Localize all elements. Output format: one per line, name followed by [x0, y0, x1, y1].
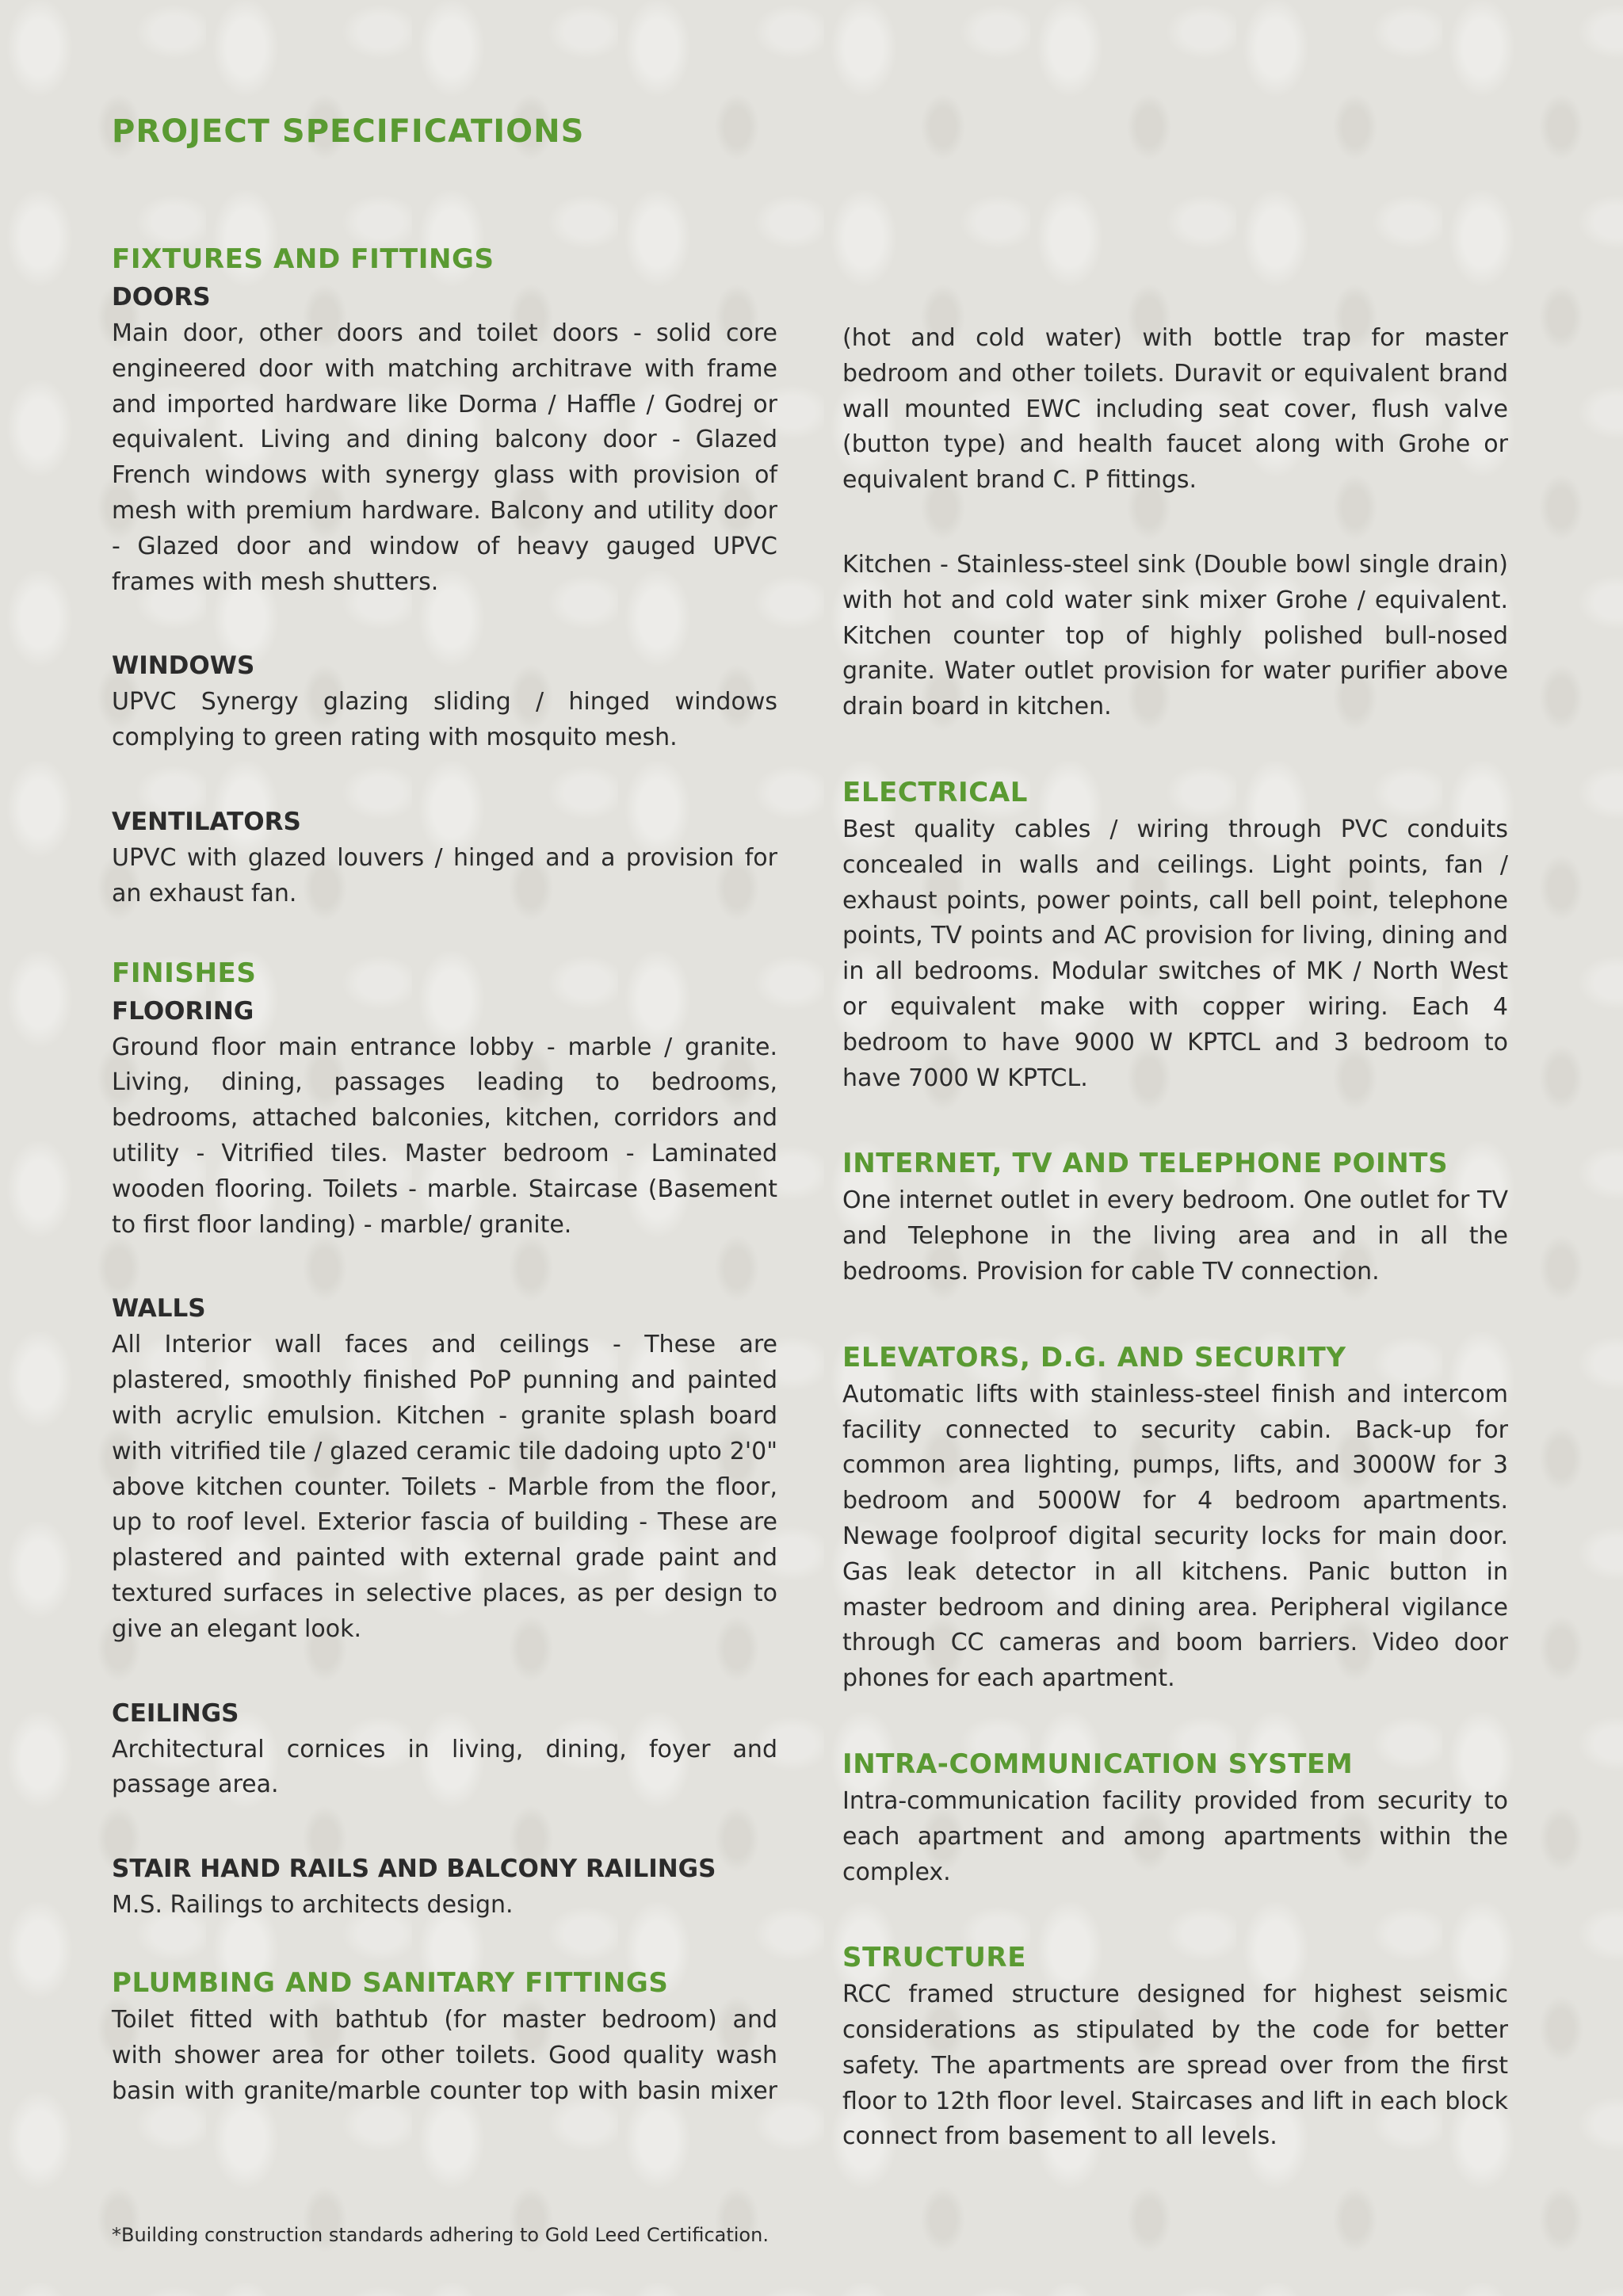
- plumbing-heading: PLUMBING AND SANITARY FITTINGS: [112, 1966, 669, 1999]
- walls-text: All Interior wall faces and ceilings - These are plastered, smoothly finished PoP punning and painted with acrylic emulsion. Kitchen - granite splash board with vitrified tile / glazed ceramic tile dadoing upto 2'0" above kitchen counter. Toilets - Marble from the floor, up to roof level. Exterior fascia of building - These are plastered and painted with external grade paint and textured surfaces in selective places, as per design to give an elegant look.: [112, 1331, 777, 1643]
- windows-text: UPVC Synergy glazing sliding / hinged windows complying to green rating with mosquito mesh.: [112, 688, 777, 752]
- finishes-heading: FINISHES: [112, 957, 257, 989]
- flooring-title: FLOORING: [112, 996, 254, 1026]
- ceilings-text: Architectural cornices in living, dining, foyer and passage area.: [112, 1735, 777, 1799]
- doors-text: Main door, other doors and toilet doors - solid core engineered door with matching architrave with frame and imported hardware like Dorma / Haffle / Godrej or equivalent. Living and dining balcony door - Glazed French windows with synergy glass with provision of mesh with premium hardware. Balcony and utility door - Glazed door and window of heavy gauged UPVC frames with mesh shutters.: [112, 319, 777, 596]
- internet-heading: INTERNET, TV AND TELEPHONE POINTS: [842, 1148, 1449, 1180]
- elevators-text: Automatic lifts with stainless-steel finish and intercom facility connected to security cabin. Back-up for common area lighting, pumps, lifts, and 3000W for 3 bedroom and 5000W for 4 bedroom apartments. Newage foolproof digital security locks for main door. Gas leak detector in all kitchens. Panic button in master bedroom and dining area. Peripheral vigilance through CC cameras and boom barriers. Video door phones for each apartment.: [842, 1380, 1508, 1693]
- electrical-text: Best quality cables / wiring through PVC conduits concealed in walls and ceilings. Light points, fan / exhaust points, power points, call bell point, telephone points, TV points and AC provision for living, dining and in all bedrooms. Modular switches of MK / North West or equivalent make with copper wiring. Each 4 bedroom to have 9000 W KPTCL and 3 bedroom to have 7000 W KPTCL.: [842, 815, 1508, 1092]
- fixtures-heading: FIXTURES AND FITTINGS: [112, 243, 495, 275]
- doors-title: DOORS: [112, 283, 211, 311]
- intercom-text: Intra-communication facility provided from security to each apartment and among apartments within the complex.: [842, 1786, 1508, 1886]
- ventilators-title: VENTILATORS: [112, 807, 301, 836]
- ceilings-title: CEILINGS: [112, 1698, 239, 1728]
- kitchen-plumbing-text: Kitchen - Stainless-steel sink (Double bowl single drain) with hot and cold water sink mixer Grohe / equivalent. Kitchen counter top of highly polished bull-nosed granite. Water outlet provision for water purifier above drain board in kitchen.: [842, 550, 1508, 721]
- electrical-heading: ELECTRICAL: [842, 776, 1029, 808]
- page-title: PROJECT SPECIFICATIONS: [112, 113, 585, 150]
- railings-text: M.S. Railings to architects design.: [112, 1891, 514, 1920]
- structure-text: RCC framed structure designed for highest seismic considerations as stipulated by the code for better safety. The apartments are spread over from the first floor to 12th floor level. Staircases and lift in each block connect from basement to all levels.: [842, 1981, 1508, 2151]
- internet-text: One internet outlet in every bedroom. One outlet for TV and Telephone in the living area and in all the bedrooms. Provision for cable TV connection.: [842, 1186, 1508, 1286]
- elevators-heading: ELEVATORS, D.G. AND SECURITY: [842, 1341, 1346, 1373]
- intercom-heading: INTRA-COMMUNICATION SYSTEM: [842, 1748, 1354, 1780]
- left-column: [112, 239, 777, 2109]
- plumbing-text-part1: Toilet fitted with bathtub (for master bedroom) and with shower area for other toilets. Good quality wash basin with granite/marble counter top with basin mixer: [112, 2005, 777, 2105]
- ventilators-text: UPVC with glazed louvers / hinged and a provision for an exhaust fan.: [112, 843, 777, 907]
- footnote: *Building construction standards adhering to Gold Leed Certification.: [112, 2224, 769, 2246]
- structure-heading: STRUCTURE: [842, 1942, 1027, 1974]
- right-column: [842, 321, 1508, 2155]
- plumbing-text-part2: (hot and cold water) with bottle trap for master bedroom and other toilets. Duravit or equivalent brand wall mounted EWC including seat cover, flush valve (button type) and health faucet along with Grohe or equivalent brand C. P fittings.: [842, 324, 1508, 495]
- flooring-text: Ground floor main entrance lobby - marble / granite. Living, dining, passages leading to bedrooms, bedrooms, attached balconies, kitchen, corridors and utility - Vitrified tiles. Master bedroom - Laminated wooden flooring. Toilets - marble. Staircase (Basement to first floor landing) - marble/ granite.: [112, 1033, 777, 1239]
- walls-title: WALLS: [112, 1294, 206, 1324]
- railings-title: STAIR HAND RAILS AND BALCONY RAILINGS: [112, 1855, 716, 1884]
- windows-title: WINDOWS: [112, 651, 255, 681]
